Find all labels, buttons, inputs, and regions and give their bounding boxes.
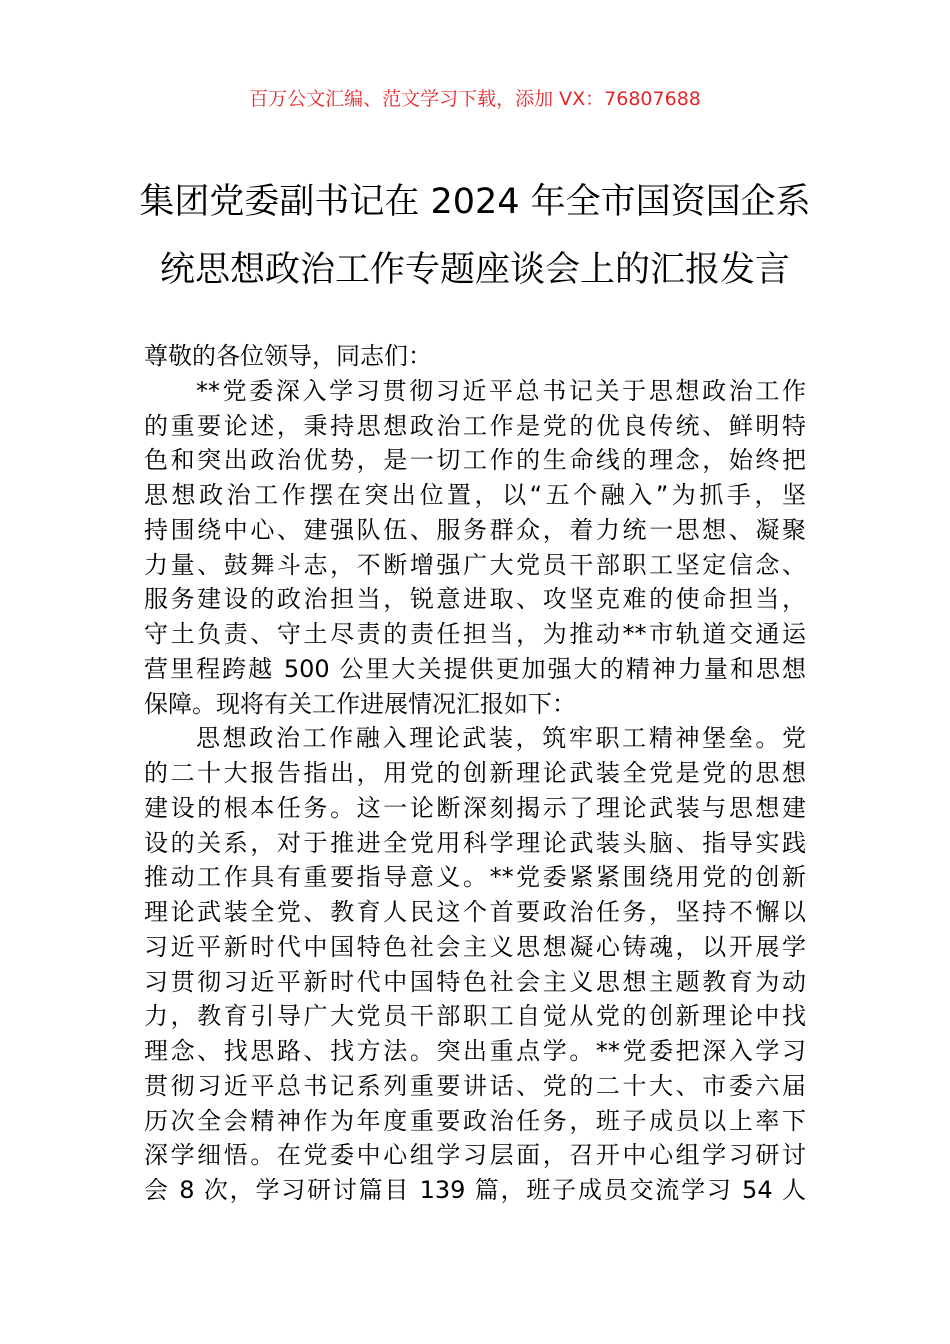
paragraph-line: 习贯彻习近平新时代中国特色社会主义思想主题教育为动 — [144, 967, 806, 996]
paragraph-line: 守土负责、守土尽责的责任担当，为推动**市轨道交通运 — [144, 620, 806, 648]
paragraph-line: 思想政治工作摆在突出位置，以“五个融入”为抓手，坚 — [144, 481, 806, 509]
salutation: 尊敬的各位领导，同志们： — [144, 342, 432, 370]
document-title-line-1: 集团党委副书记在 2024 年全市国资国企系 — [139, 182, 811, 222]
paragraph-line: 设的关系，对于推进全党用科学理论武装头脑、指导实践 — [144, 828, 806, 857]
paragraph-line: 保障。现将有关工作进展情况汇报如下： — [144, 689, 576, 718]
paragraph-line: 力量、鼓舞斗志，不断增强广大党员干部职工坚定信念、 — [144, 550, 806, 579]
paragraph-line: 建设的根本任务。这一论断深刻揭示了理论武装与思想建 — [144, 793, 806, 822]
paragraph-line: 服务建设的政治担当，锐意进取、攻坚克难的使命担当， — [144, 585, 806, 614]
paragraph-line: 营里程跨越 500 公里大关提供更加强大的精神力量和思想 — [144, 654, 806, 683]
document-body — [144, 339, 806, 1208]
paragraph-line: 会 8 次，学习研讨篇目 139 篇，班子成员交流学习 54 人 — [144, 1176, 806, 1204]
paragraph-line: 理念、找思路、找方法。突出重点学。**党委把深入学习 — [144, 1037, 806, 1065]
paragraph-line: 的二十大报告指出，用党的创新理论武装全党是党的思想 — [144, 759, 806, 787]
paragraph-line: 历次全会精神作为年度重要政治任务，班子成员以上率下 — [144, 1106, 806, 1135]
paragraph-line: 理论武装全党、教育人民这个首要政治任务，坚持不懈以 — [144, 898, 806, 926]
paragraph-line: **党委深入学习贯彻习近平总书记关于思想政治工作 — [196, 376, 806, 405]
paragraph-line: 的重要论述，秉持思想政治工作是党的优良传统、鲜明特 — [144, 411, 806, 440]
watermark-header: 百万公文汇编、范文学习下载，添加 VX：76807688 — [249, 88, 701, 110]
paragraph-line: 深学细悟。在党委中心组学习层面，召开中心组学习研讨 — [144, 1141, 806, 1170]
paragraph-line: 习近平新时代中国特色社会主义思想凝心铸魂，以开展学 — [144, 932, 806, 961]
paragraph-line: 推动工作具有重要指导意义。**党委紧紧围绕用党的创新 — [144, 863, 806, 892]
paragraph-line: 贯彻习近平总书记系列重要讲话、党的二十大、市委六届 — [144, 1071, 806, 1100]
section-heading-line: 思想政治工作融入理论武装，筑牢职工精神堡垒。党 — [196, 724, 806, 753]
document-title-line-2: 统思想政治工作专题座谈会上的汇报发言 — [159, 250, 790, 290]
paragraph-line: 持围绕中心、建强队伍、服务群众，着力统一思想、凝聚 — [144, 515, 806, 544]
paragraph-line: 色和突出政治优势，是一切工作的生命线的理念，始终把 — [144, 446, 806, 475]
paragraph-line: 力，教育引导广大党员干部职工自觉从党的创新理论中找 — [144, 1002, 806, 1031]
